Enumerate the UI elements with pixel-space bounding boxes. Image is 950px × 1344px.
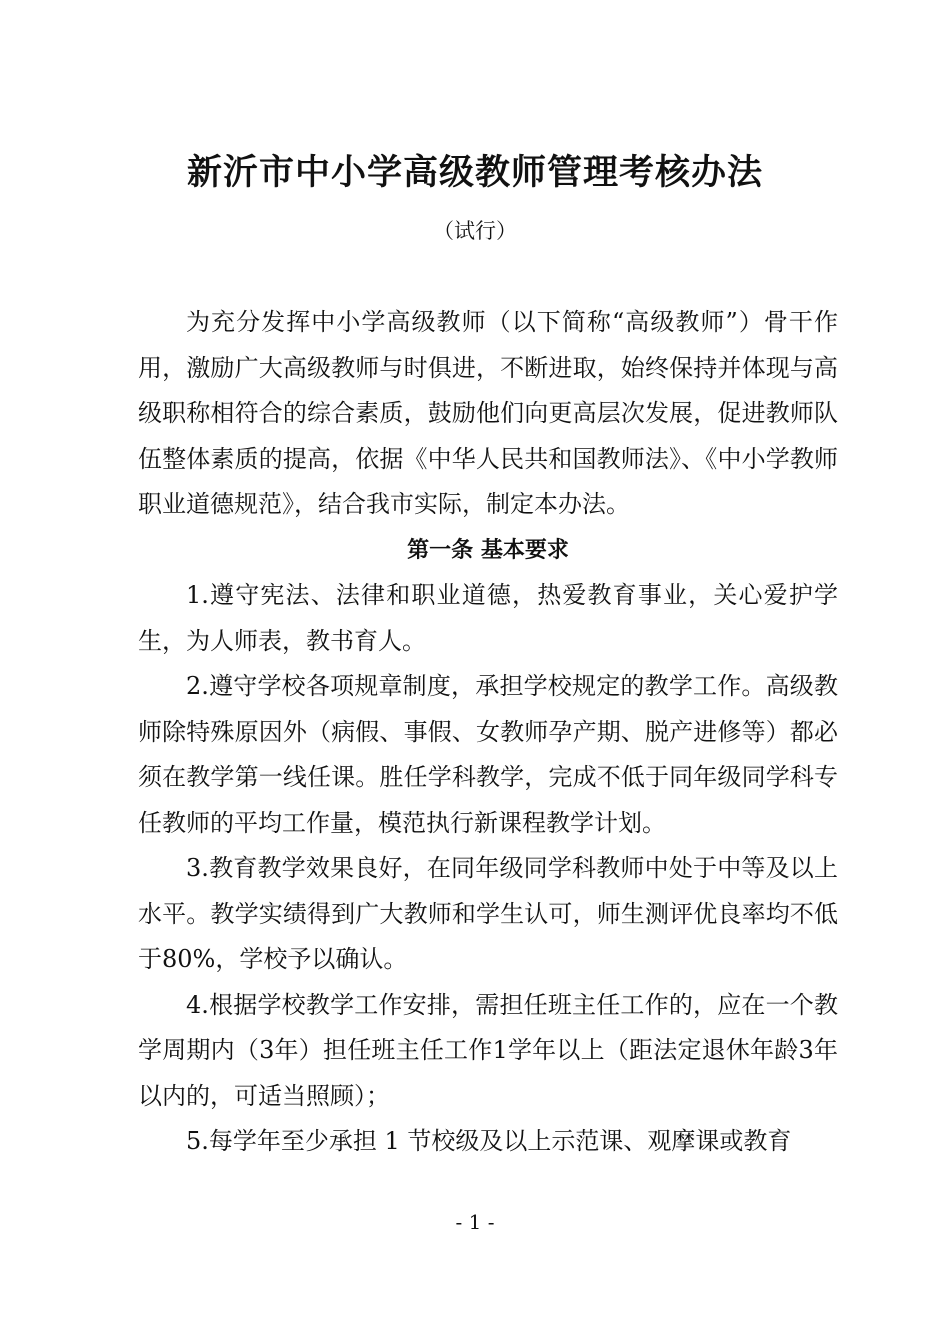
- list-item: 5.每学年至少承担 1 节校级及以上示范课、观摩课或教育: [186, 1127, 792, 1155]
- page-number: - 1 -: [455, 1210, 495, 1234]
- document-body: [138, 300, 838, 1165]
- section-heading: 第一条 基本要求: [407, 537, 569, 563]
- list-item: 3.教育教学效果良好，在同年级同学科教师中处于中等及以上水平。教学实绩得到广大教师和学生认可，师生测评优良率均不低于80%，学校予以确认。: [138, 854, 838, 973]
- list-item: 2.遵守学校各项规章制度，承担学校规定的教学工作。高级教师除特殊原因外（病假、事假、女教师孕产期、脱产进修等）都必须在教学第一线任课。胜任学科教学，完成不低于同年级同学科专任教师的平均工作量，模范执行新课程教学计划。: [138, 672, 838, 837]
- document-subtitle: （试行）: [433, 219, 517, 243]
- document-title: 新沂市中小学高级教师管理考核办法: [186, 152, 763, 193]
- list-item: 4.根据学校教学工作安排，需担任班主任工作的，应在一个教学周期内（3年）担任班主任工作1学年以上（距法定退休年龄3年以内的，可适当照顾）；: [138, 990, 838, 1110]
- list-item: 1.遵守宪法、法律和职业道德，热爱教育事业，关心爱护学生，为人师表，教书育人。: [138, 581, 838, 655]
- intro-paragraph: 为充分发挥中小学高级教师（以下简称“高级教师”）骨干作用，激励广大高级教师与时俱进，不断进取，始终保持并体现与高级职称相符合的综合素质，鼓励他们向更高层次发展，促进教师队伍整体素质的提高，依据《中华人民共和国教师法》、《中小学教师职业道德规范》，结合我市实际，制定本办法。: [138, 308, 838, 518]
